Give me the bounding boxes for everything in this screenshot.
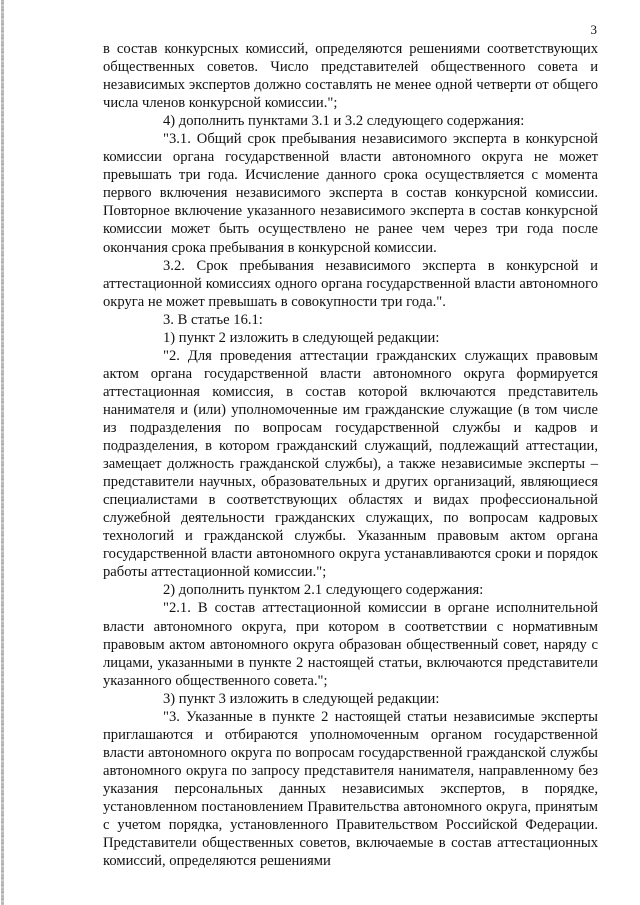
document-body [103, 40, 598, 870]
paragraph-clause-3-1: "3.1. Общий срок пребывания независимого эксперта в конкурсной комиссии органа государственной власти автономного округа не может превышать три года. Исчисление данного срока осуществляется с момента первого включения независимого эксперта в состав конкурсной комиссии. Повторное включение указанного независимого эксперта в состав конкурсной комиссии может быть осуществлено не ранее чем через три года после окончания срока пребывания в конкурсной комиссии. [103, 131, 598, 256]
paragraph-article-16-1: 3. В статье 16.1: [163, 311, 263, 328]
scan-binding-edge [1, 0, 4, 905]
paragraph-item-4: 4) дополнить пунктами 3.1 и 3.2 следующего содержания: [163, 113, 525, 130]
paragraph-clause-3: "3. Указанные в пункте 2 настоящей статьи независимые эксперты приглашаются и отбираются уполномоченным органом государственной власти автономного округа по вопросам государственной гражданской службы автономного округа по запросу представителя нанимателя, направленному без указания персональных данных независимых экспертов, в порядке, установленном постановлением Правительства автономного округа, принятым с учетом порядка, установленного Правительством Российской Федерации. Представители общественных советов, включаемые в состав аттестационных комиссий, определяются решениями [103, 708, 598, 870]
paragraph-item-1: 1) пункт 2 изложить в следующей редакции: [163, 329, 440, 346]
page-number: 3 [590, 22, 597, 37]
paragraph-continuation: в состав конкурсных комиссий, определяются решениями соответствующих общественных советов. Число представителей общественного совета и независимых экспертов должно составлять не менее одной четверти от общего числа членов конкурсной комиссии."; [103, 41, 598, 112]
paragraph-clause-3-2: 3.2. Срок пребывания независимого эксперта в конкурсной и аттестационной комиссиях одного органа государственной власти автономного округа не может превышать в совокупности три года.". [103, 257, 598, 310]
paragraph-clause-2: "2. Для проведения аттестации гражданских служащих правовым актом органа государственной власти автономного округа формируется аттестационная комиссия, в состав которой включаются представитель нанимателя и (или) уполномоченные им гражданские служащие (в том числе из подразделения по вопросам государственной службы и кадров и подразделения, в котором гражданский служащий, подлежащий аттестации, замещает должность гражданской службы), а также независимые эксперты – представители научных, образовательных и других организаций, являющиеся специалистами в соответствующих областях и видах профессиональной служебной деятельности гражданских служащих, по вопросам кадровых технологий и гражданской службы. Указанным правовым актом органа государственной власти автономного округа устанавливаются сроки и порядок работы аттестационной комиссии."; [103, 347, 598, 581]
paragraph-clause-2-1: "2.1. В состав аттестационной комиссии в органе исполнительной власти автономного округа, при котором в соответствии с нормативным правовым актом автономного округа образован общественный совет, наряду с лицами, указанными в пункте 2 настоящей статьи, включаются представители указанного общественного совета."; [103, 600, 598, 689]
paragraph-item-2: 2) дополнить пунктом 2.1 следующего содержания: [163, 582, 484, 599]
paragraph-item-3: 3) пункт 3 изложить в следующей редакции: [163, 690, 440, 707]
